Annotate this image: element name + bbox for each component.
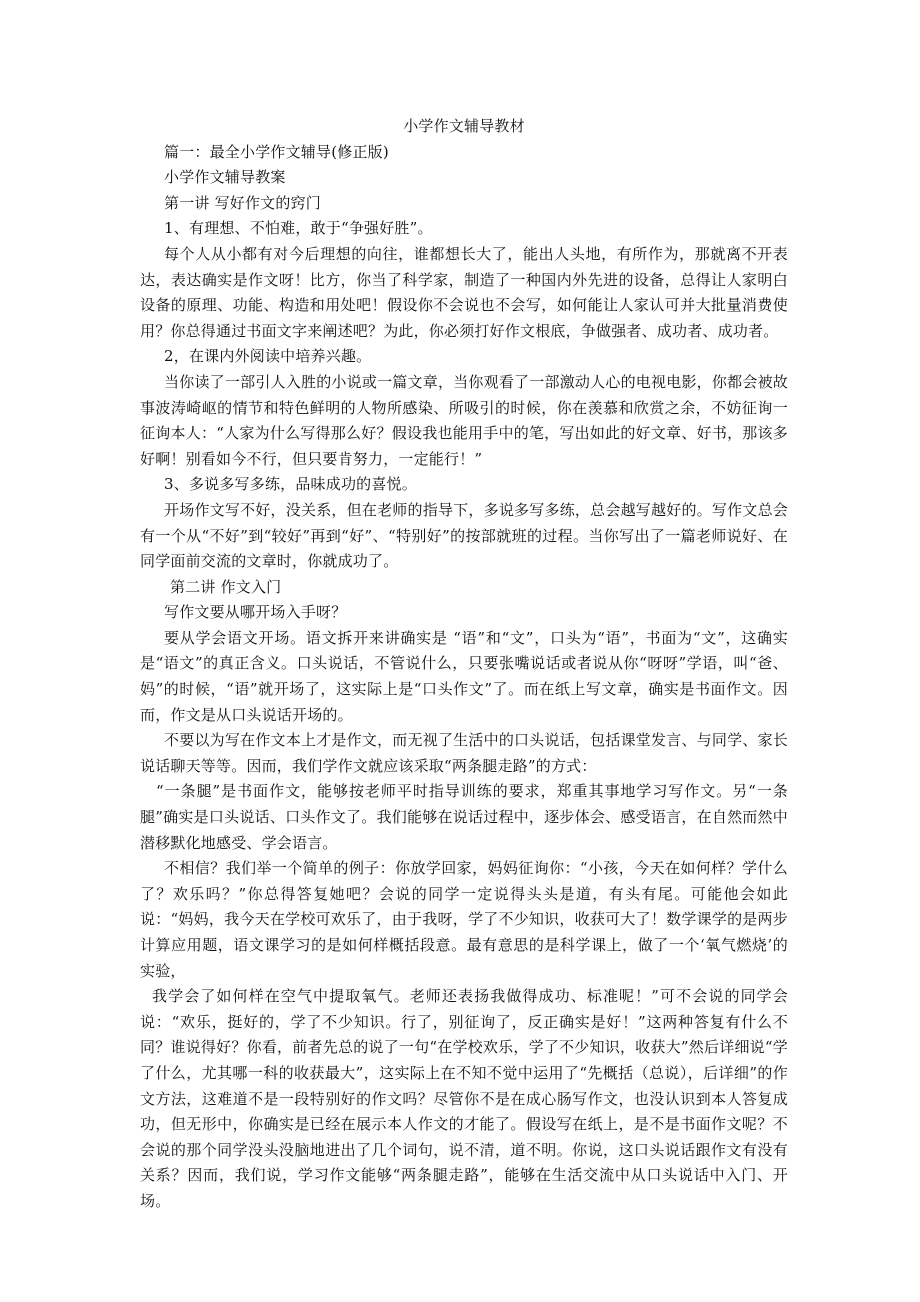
lecture-1-heading: 第一讲 写好作文的窍门 xyxy=(164,193,321,212)
point-3: 3、多说多写多练，品味成功的喜悦。 xyxy=(164,475,417,494)
subtitle-2: 小学作文辅导教案 xyxy=(164,168,286,187)
paragraph-7: 不相信？我们举一个简单的例子：你放学回家，妈妈征询你：“小孩，今天在如何样？学什么了？欢乐吗？”你总得答复她吧？会说的同学一定说得头头是道，有头有尾。可能他会如此说：“妈妈，我今天在学校可欢乐了，由于我呀，学了不少知识，收获可大了！数学课学的是两步计算应用题，语文课学习的是如何样概括段意。最有意思的是科学课上，做了一个‘氧气燃烧’的实验， xyxy=(140,859,788,980)
paragraph-3: 开场作文写不好，没关系，但在老师的指导下，多说多写多练，总会越写越好的。写作文总会有一个从“不好”到“较好”再到“好”、“特别好”的按部就班的过程。当你写出了一篇老师说好、在同学面前交流的文章时，你就成功了。 xyxy=(140,500,788,571)
point-1: 1、有理想、不怕难，敢于“争强好胜”。 xyxy=(164,219,433,238)
paragraph-8: 我学会了如何样在空气中提取氧气。老师还表扬我做得成功、标准呢！”可不会说的同学会说：“欢乐，挺好的，学了不少知识。行了，别征询了，反正确实是好！”这两种答复有什么不同？谁说得好？你看，前者先总的说了一句“在学校欢乐，学了不少知识，收获大”然后详细说“学了什么，尤其哪一科的收获最大”，这实际上在不知不觉中运用了“先概括（总说），后详细”的作文方法，这难道不是一段特别好的作文吗？尽管你不是在成心肠写作文，也没认识到本人答复成功，但无形中，你确实是已经在展示本人作文的才能了。假设写在纸上，是不是书面作文呢？不会说的那个同学没头没脑地进出了几个词句，说不清，道不明。你说，这口头说话跟作文有没有关系？因而，我们说，学习作文能够“两条腿走路”，能够在生活交流中从口头说话中入门、开场。 xyxy=(140,987,788,1210)
subtitle-1: 篇一：最全小学作文辅导(修正版) xyxy=(164,142,389,161)
paragraph-5: 不要以为写在作文本上才是作文，而无视了生活中的口头说话，包括课堂发言、与同学、家长说话聊天等等。因而，我们学作文就应该采取“两条腿走路”的方式： xyxy=(140,731,788,775)
paragraph-1: 每个人从小都有对今后理想的向往，谁都想长大了，能出人头地，有所作为，那就离不开表达，表达确实是作文呀！比方，你当了科学家，制造了一种国内外先进的设备，总得让人家明白设备的原理、功能、构造和用处吧！假设你不会说也不会写，如何能让人家认可并大批量消费使用？你总得通过书面文字来阐述吧？为此，你必须打好作文根底，争做强者、成功者、成功者。 xyxy=(140,244,788,340)
question-line: 写作文要从哪开场入手呀？ xyxy=(164,603,347,622)
paragraph-6: “一条腿”是书面作文，能够按老师平时指导训练的要求，郑重其事地学习写作文。另“一条腿”确实是口头说话、口头作文了。我们能够在说话过程中，逐步体会、感受语言，在自然而然中潜移默化地感受、学会语言。 xyxy=(140,782,788,852)
document-page xyxy=(140,114,788,1215)
paragraph-4: 要从学会语文开场。语文拆开来讲确实是 “语”和“文”，口头为“语”，书面为“文”，这确实是“语文”的真正含义。口头说话，不管说什么，只要张嘴说话或者说从你“呀呀”学语，叫“爸、妈”的时候，“语”就开场了，这实际上是“口头作文”了。而在纸上写文章，确实是书面作文。因而，作文是从口头说话开场的。 xyxy=(140,628,788,724)
point-2: 2，在课内外阅读中培养兴趣。 xyxy=(164,347,372,366)
lecture-2-heading: 第二讲 作文入门 xyxy=(170,577,282,596)
paragraph-2: 当你读了一部引人入胜的小说或一篇文章，当你观看了一部激动人心的电视电影，你都会被故事波涛崎岖的情节和特色鲜明的人物所感染、所吸引的时候，你在羡慕和欣赏之余，不妨征询一征询本人：“人家为什么写得那么好？假设我也能用手中的笔，写出如此的好文章、好书，那该多好啊！别看如今不行，但只要肯努力，一定能行！” xyxy=(140,372,788,468)
document-title: 小学作文辅导教材 xyxy=(403,117,525,135)
